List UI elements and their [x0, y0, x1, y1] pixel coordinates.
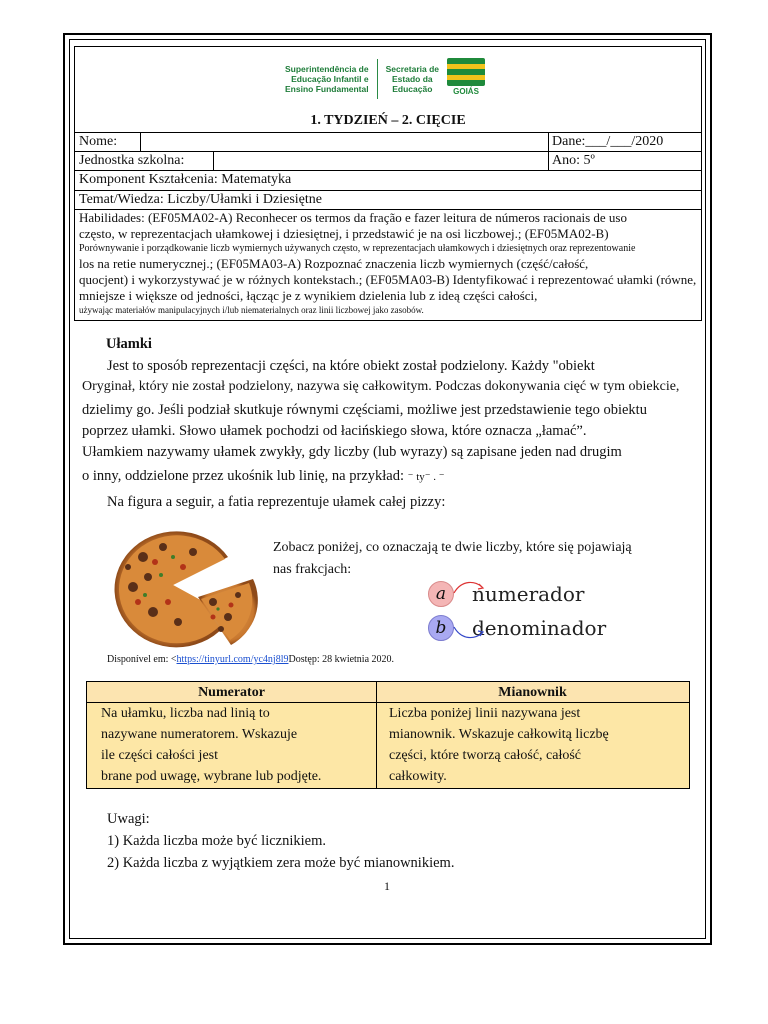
table-cell-mianownik — [389, 703, 685, 788]
nome-label: Nome: — [79, 134, 118, 149]
body-paragraph: dzielimy go. Jeśli podział skutkuje równymi częściami, możliwe jest przedstawienie tego obiektu — [82, 402, 647, 418]
logos — [285, 57, 485, 101]
logo-divider — [377, 59, 378, 99]
temat-label: Temat/Wiedza: Liczby/Ułamki i Dziesiętne — [79, 192, 322, 207]
body-paragraph: Ułamkiem nazywamy ułamek zwykły, gdy liczby (lub wyrazy) są zapisane jeden nad drugim — [82, 444, 622, 460]
cell-line: brane pod uwagę, wybrane lub podjęte. — [101, 769, 322, 784]
logo-line: Educação — [392, 84, 433, 94]
flag-stripe — [447, 75, 485, 80]
habilidades-line: mniejsze i większe od jedności, łącząc je z wynikiem dzielenia lub z ideą części całości, — [79, 288, 538, 303]
komponent-label: Komponent Kształcenia: Matematyka — [79, 172, 292, 187]
table-divider — [376, 682, 377, 788]
numerador-label: numerador — [472, 582, 585, 606]
table-cell-numerator — [101, 703, 371, 788]
logo-secretaria — [386, 64, 439, 94]
logo-line: Secretaria de — [385, 64, 440, 74]
cell-line: ile części całości jest — [101, 748, 218, 763]
body-paragraph: Oryginał, który nie został podzielony, nazywa się całkowitym. Podczas dokonywania cięć w tym obiekcie, — [82, 379, 680, 394]
jednostka-field[interactable] — [213, 152, 548, 170]
page-title: 1. TYDZIEŃ – 2. CIĘCIE — [310, 113, 466, 128]
note-item: 1) Każda liczba może być licznikiem. — [107, 833, 327, 849]
habilidades-line: Habilidades: (EF05MA02-A) Reconhecer os termos da fração e fazer leitura de números racionais de uso — [79, 210, 627, 225]
body-text: o inny, oddzielone przez ukośnik lub linię, na przykład: — [82, 468, 405, 484]
body-paragraph — [82, 468, 445, 485]
denominator-circle-icon: b — [428, 615, 454, 641]
habilidades-line: los na retie numerycznej.; (EF05MA03-A) Rozpoznać znaczenia liczb wymiernych (część/całość, — [79, 256, 589, 271]
source-link[interactable]: https://tinyurl.com/yc4nj8l9 — [176, 654, 289, 665]
form-row-nome — [75, 132, 701, 151]
nome-field[interactable] — [140, 133, 548, 151]
form-row-komponent — [75, 170, 701, 190]
habilidades-line: używając materiałów manipulacyjnych i/lub niematerialnych oraz linii liczbowej jako zasobów. — [79, 305, 424, 315]
cell-line: części, które tworzą całość, całość — [389, 748, 582, 763]
goias-logo — [447, 58, 485, 100]
goias-flag-icon — [447, 58, 485, 86]
source-prefix: Disponível em: < — [107, 654, 177, 665]
see-line: nas frakcjach: — [273, 562, 352, 577]
cell-line: całkowity. — [389, 769, 447, 784]
denominador-label: denominador — [472, 616, 607, 640]
section-heading: Ułamki — [106, 336, 152, 352]
page-number: 1 — [384, 879, 390, 893]
jednostka-label: Jednostka szkolna: — [79, 153, 185, 168]
habilidades-line: często, w reprezentacjach ułamkowej i dziesiętnej, i przedstawić je na osi liczbowej.; (EF05MA02-B) — [79, 226, 609, 241]
ano-label: Ano: 5º — [552, 153, 595, 168]
body-paragraph: Jest to sposób reprezentacji części, na które obiekt został podzielony. Każdy "obiekt — [107, 358, 595, 374]
logo-line: Educação Infantil e — [291, 74, 369, 84]
note-item: 2) Każda liczba z wyjątkiem zera może być mianownikiem. — [107, 855, 455, 871]
pizza-image — [103, 517, 263, 652]
notes-section — [107, 808, 454, 874]
body-paragraph: poprzez ułamki. Słowo ułamek pochodzi od łacińskiego słowa, które oznacza „łamać”. — [82, 423, 587, 439]
table-header-numerator: Numerator — [87, 682, 376, 703]
logo-superintendencia — [285, 64, 369, 94]
form-row-jednostka — [75, 151, 701, 170]
logo-line: Superintendência de — [285, 64, 369, 74]
source-suffix: Dostęp: 28 kwietnia 2020. — [288, 654, 395, 665]
habilidades-text — [79, 210, 697, 316]
fraction-terms-table — [86, 681, 690, 789]
cell-line: mianownik. Wskazuje całkowitą liczbę — [389, 727, 609, 742]
habilidades-line: quocjent) i wykorzystywać je w różnych kontekstach.; (EF05MA03-B) Identyfikować i reprezentować ułamki (równe, — [79, 272, 697, 287]
fraction-symbols: ⁻ ty⁻ . ⁻ — [407, 471, 445, 483]
table-header-mianownik: Mianownik — [376, 682, 689, 703]
arrows-icon — [450, 575, 490, 645]
logo-line: Estado da — [392, 74, 433, 84]
habilidades-line: Porównywanie i porządkowanie liczb wymiernych używanych często, w reprezentacjach ułamkowych i dziesiętnych oraz reprezentowanie — [79, 243, 636, 254]
body-paragraph: Na figura a seguir, a fatia reprezentuje ułamek całej pizzy: — [107, 494, 446, 510]
dane-label: Dane:___/___/2020 — [552, 134, 664, 149]
cell-line: nazywane numeratorem. Wskazuje — [101, 727, 298, 742]
logo-line: Ensino Fundamental — [285, 84, 369, 94]
image-source — [107, 654, 394, 665]
header-box — [74, 46, 702, 321]
cell-line: Liczba poniżej linii nazywana jest — [389, 706, 581, 721]
numerator-circle-icon: a — [428, 581, 454, 607]
cell-line: Na ułamku, liczba nad linią to — [101, 706, 270, 721]
notes-title: Uwagi: — [107, 811, 150, 827]
form-row-temat — [75, 190, 701, 209]
see-line: Zobacz poniżej, co oznaczają te dwie liczby, które się pojawiają — [273, 540, 632, 555]
flag-stripe — [447, 64, 485, 69]
goias-label: GOIÁS — [453, 87, 479, 96]
